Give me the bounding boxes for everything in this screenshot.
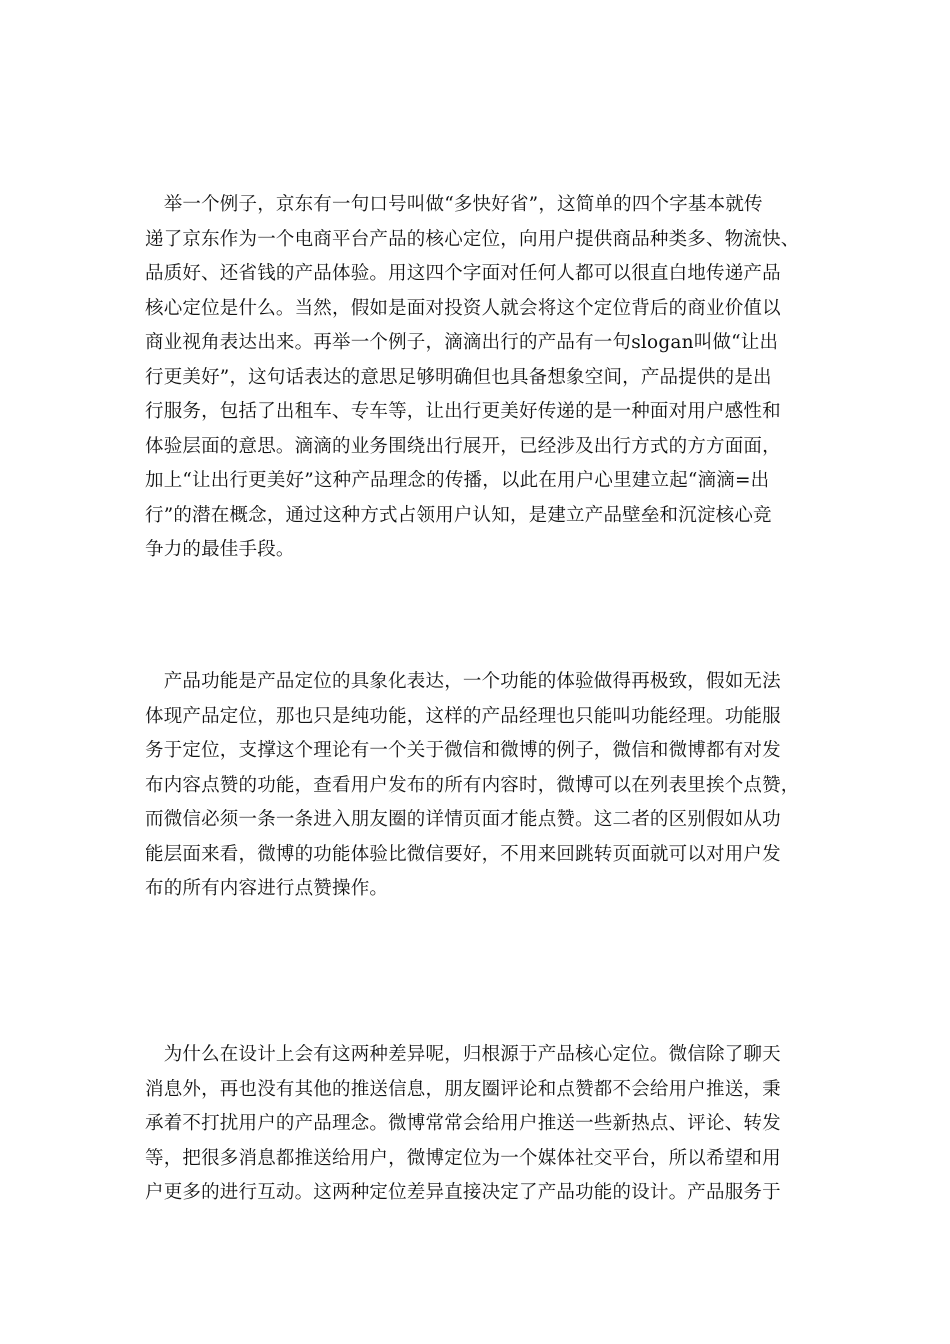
paragraph-line: 行”的潜在概念，通过这种方式占领用户认知，是建立产品壁垒和沉淀核心竞 <box>145 504 772 526</box>
paragraph-line: 递了京东作为一个电商平台产品的核心定位，向用户提供商品种类多、物流快、 <box>145 228 800 250</box>
paragraph-line: 消息外，再也没有其他的推送信息，朋友圈评论和点赞都不会给用户推送，秉 <box>145 1078 781 1100</box>
paragraph-line: 产品功能是产品定位的具象化表达，一个功能的体验做得再极致，假如无法 <box>145 671 781 692</box>
paragraph-line: 布的所有内容进行点赞操作。 <box>145 878 389 899</box>
paragraph-line: 商业视角表达出来。再举一个例子，滴滴出行的产品有一句slogan叫做“让出 <box>145 332 779 353</box>
paragraph-wechat-weibo-example <box>145 665 810 907</box>
paragraph-line: 等，把很多消息都推送给用户，微博定位为一个媒体社交平台，所以希望和用 <box>145 1147 781 1169</box>
paragraph-jd-didi-example <box>145 188 810 568</box>
paragraph-line: 而微信必须一条一条进入朋友圈的详情页面才能点赞。这二者的区别假如从功 <box>145 809 781 830</box>
paragraph-line: 行更美好”，这句话表达的意思足够明确但也具备想象空间，产品提供的是出 <box>145 366 772 388</box>
paragraph-line: 体现产品定位，那也只是纯功能，这样的产品经理也只能叫功能经理。功能服 <box>145 705 781 727</box>
paragraph-line: 核心定位是什么。当然，假如是面对投资人就会将这个定位背后的商业价值以 <box>145 297 781 319</box>
paragraph-line: 为什么在设计上会有这两种差异呢，归根源于产品核心定位。微信除了聊天 <box>145 1044 781 1065</box>
paragraph-line: 务于定位，支撑这个理论有一个关于微信和微博的例子，微信和微博都有对发 <box>145 740 781 761</box>
paragraph-line: 布内容点赞的功能，查看用户发布的所有内容时，微博可以在列表里挨个点赞， <box>145 774 800 796</box>
paragraph-line: 举一个例子，京东有一句口号叫做“多快好省”，这简单的四个字基本就传 <box>145 194 763 215</box>
paragraph-line: 行服务，包括了出租车、专车等，让出行更美好传递的是一种面对用户感性和 <box>145 401 781 422</box>
paragraph-line: 能层面来看，微博的功能体验比微信要好，不用来回跳转页面就可以对用户发 <box>145 843 781 865</box>
paragraph-line: 体验层面的意思。滴滴的业务围绕出行展开，已经涉及出行方式的方方面面， <box>145 435 781 457</box>
paragraph-design-difference <box>145 1038 810 1211</box>
paragraph-line: 品质好、还省钱的产品体验。用这四个字面对任何人都可以很直白地传递产品 <box>145 263 781 284</box>
paragraph-line: 加上“让出行更美好”这种产品理念的传播，以此在用户心里建立起“滴滴=出 <box>145 470 770 491</box>
paragraph-line: 争力的最佳手段。 <box>145 539 295 560</box>
paragraph-line: 承着不打扰用户的产品理念。微博常常会给用户推送一些新热点、评论、转发 <box>145 1113 781 1134</box>
paragraph-line: 户更多的进行互动。这两种定位差异直接决定了产品功能的设计。产品服务于 <box>145 1182 781 1203</box>
